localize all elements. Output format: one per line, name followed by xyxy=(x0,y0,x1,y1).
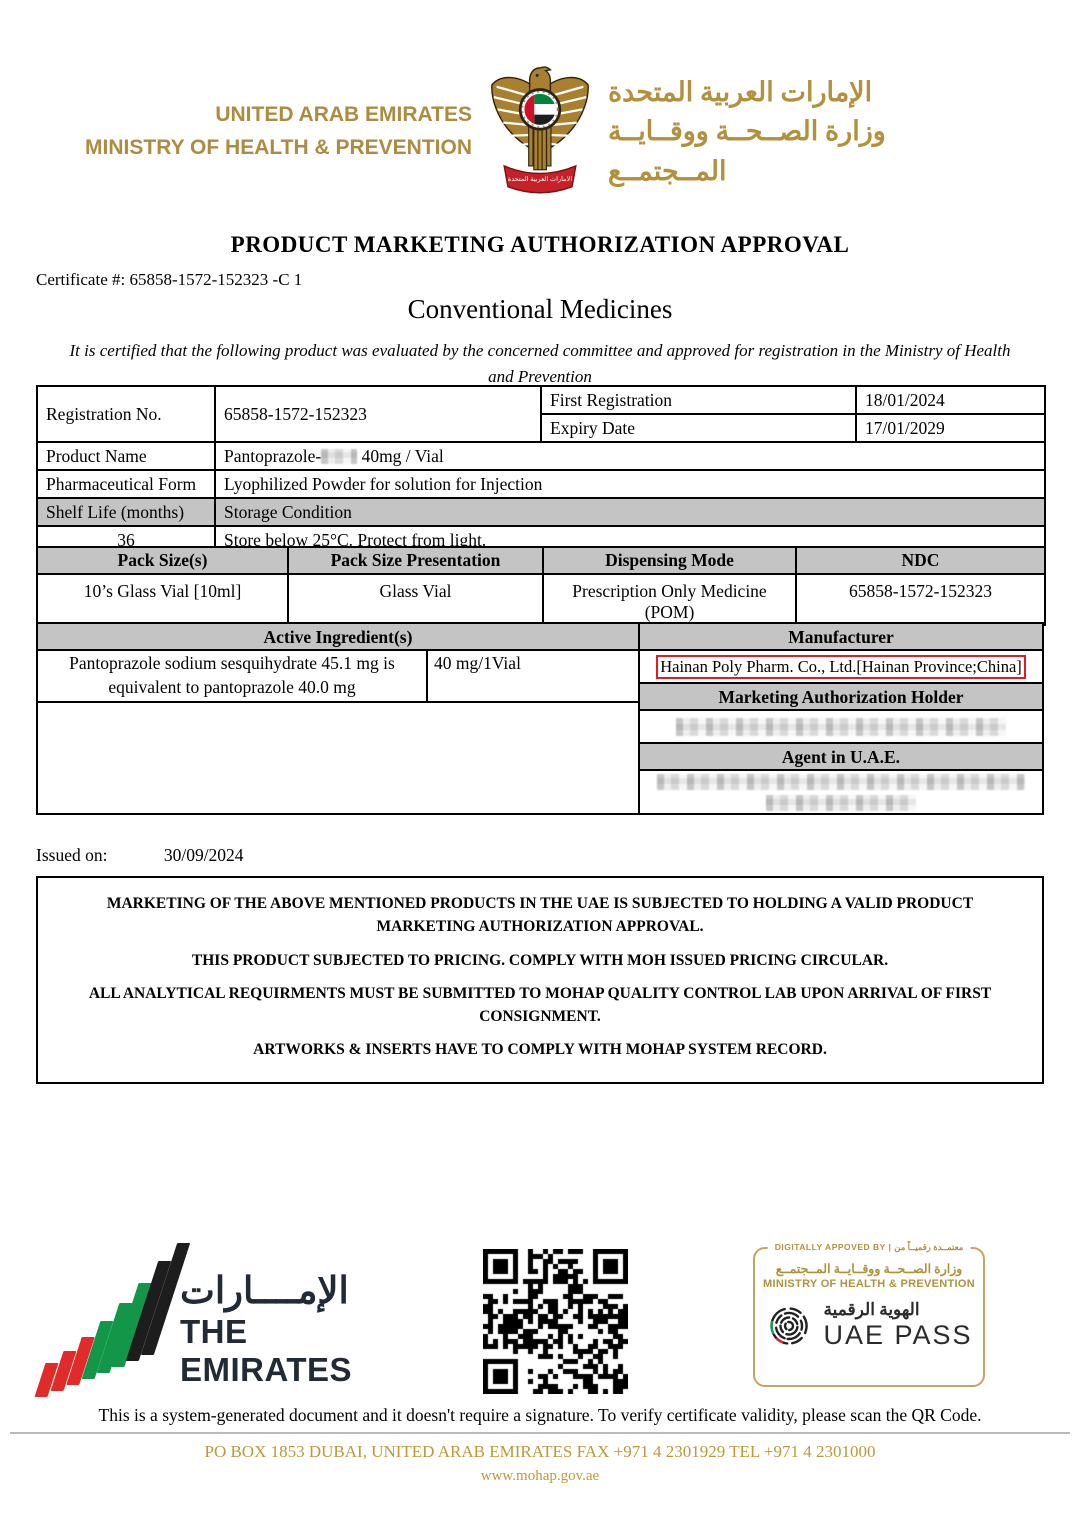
ndc-header: NDC xyxy=(796,547,1045,574)
verification-qr-area xyxy=(483,1249,628,1394)
ministry-header xyxy=(0,66,1080,198)
product-name-label: Product Name xyxy=(37,442,215,470)
agent-redaction-line2 xyxy=(766,795,916,811)
shelf-life-label: Shelf Life (months) xyxy=(37,498,215,526)
emirates-arabic-wordmark: الإمــــارات xyxy=(180,1271,349,1313)
country-name-ar: الإمارات العربية المتحدة xyxy=(608,77,873,108)
ingredient-strength: 40 mg/1Vial xyxy=(434,653,521,673)
approved-by-en: DIGITALLY APPOVED BY xyxy=(774,1242,886,1252)
pack-table xyxy=(36,546,1046,626)
uaepass-ministry-english: MINISTRY OF HEALTH & PREVENTION xyxy=(763,1278,975,1291)
mah-header: Marketing Authorization Holder xyxy=(640,684,1042,711)
manufacturer-header: Manufacturer xyxy=(640,624,1042,651)
presentation-value: Glass Vial xyxy=(288,574,543,625)
label-separator: | xyxy=(888,1242,892,1252)
pharmaceutical-form-label: Pharmaceutical Form xyxy=(37,470,215,498)
ministry-address: PO BOX 1853 DUBAI, UNITED ARAB EMIRATES FAX +971 4 2301929 TEL +971 4 2301000 xyxy=(204,1442,876,1461)
ndc-value: 65858-1572-152323 xyxy=(796,574,1045,625)
agent-value-redacted xyxy=(640,771,1042,813)
system-generated-note: This is a system-generated document and it doesn't require a signature. To verify certificate validity, please scan the QR Code. xyxy=(98,1405,982,1425)
registration-no-value: 65858-1572-152323 xyxy=(215,386,541,442)
notice-analytical: ALL ANALYTICAL REQUIRMENTS MUST BE SUBMITTED TO MOHAP QUALITY CONTROL LAB UPON ARRIVAL OF FIRST CONSIGNMENT. xyxy=(88,984,992,1025)
dispensing-header: Dispensing Mode xyxy=(543,547,796,574)
product-name-value xyxy=(215,442,1045,470)
mah-value-redacted xyxy=(640,711,1042,744)
document-title: PRODUCT MARKETING AUTHORIZATION APPROVAL xyxy=(230,232,850,257)
ingredient-empty-cell xyxy=(38,703,638,813)
notice-artworks: ARTWORKS & INSERTS HAVE TO COMPLY WITH MOHAP SYSTEM RECORD. xyxy=(253,1041,827,1059)
product-name-redaction xyxy=(321,449,357,464)
emblem-banner-text: الامارات العربية المتحدة xyxy=(507,176,573,184)
active-ingredients-section xyxy=(38,624,640,813)
ministry-name-arabic xyxy=(608,73,1010,190)
pack-sizes-value: 10’s Glass Vial [10ml] xyxy=(37,574,288,625)
emirates-english-wordmark: THE EMIRATES xyxy=(180,1313,353,1389)
medicine-category: Conventional Medicines xyxy=(407,294,673,324)
dispensing-value: Prescription Only Medicine (POM) xyxy=(543,574,796,625)
agent-header: Agent in U.A.E. xyxy=(640,744,1042,771)
digitally-approved-label xyxy=(768,1242,971,1253)
fingerprint-icon xyxy=(765,1302,813,1350)
mah-redaction xyxy=(676,718,1006,736)
digital-identity-arabic: الهوية الرقمية xyxy=(823,1300,920,1320)
issued-on-date: 30/09/2024 xyxy=(163,845,244,865)
pack-sizes-header: Pack Size(s) xyxy=(37,547,288,574)
approved-by-ar: معتمــدة رقميــاً من xyxy=(894,1242,964,1252)
manufacturer-name-highlighted: Hainan Poly Pharm. Co., Ltd.[Hainan Province;China] xyxy=(656,655,1026,679)
notices-box xyxy=(36,876,1044,1084)
uae-pass-badge xyxy=(753,1242,985,1387)
ministry-website[interactable]: www.mohap.gov.ae xyxy=(480,1468,600,1484)
qr-code[interactable] xyxy=(483,1249,628,1394)
notice-marketing: MARKETING OF THE ABOVE MENTIONED PRODUCTS IN THE UAE IS SUBJECTED TO HOLDING A VALID PRODUCT MARKETING AUTHORIZATION APPROVAL. xyxy=(106,895,974,936)
storage-condition-value: Store below 25°C. Protect from light. xyxy=(215,526,1045,554)
issued-on-label: Issued on: xyxy=(36,845,108,865)
presentation-header: Pack Size Presentation xyxy=(288,547,543,574)
uaepass-ministry-arabic: وزارة الصــحــة ووقــايــة المــجتمــع xyxy=(775,1262,963,1276)
registration-no-label: Registration No. xyxy=(37,386,215,442)
ministry-name-en: MINISTRY OF HEALTH & PREVENTION xyxy=(85,136,472,159)
emirates-flag-bars-icon xyxy=(40,1239,190,1397)
product-name-suffix: 40mg / Vial xyxy=(361,445,444,466)
registration-table xyxy=(36,385,1046,555)
product-name-prefix: Pantoprazole- xyxy=(224,445,322,466)
expiry-date-value: 17/01/2029 xyxy=(856,414,1045,442)
ingredient-manufacturer-table xyxy=(36,622,1044,815)
notice-pricing: THIS PRODUCT SUBJECTED TO PRICING. COMPLY WITH MOH ISSUED PRICING CIRCULAR. xyxy=(191,951,889,969)
certification-statement: It is certified that the following product was evaluated by the concerned committee and approved for registration in the Ministry of Health and Prevention xyxy=(69,341,1011,386)
expiry-date-label: Expiry Date xyxy=(541,414,856,442)
storage-condition-label: Storage Condition xyxy=(215,498,1045,526)
country-name-en: UNITED ARAB EMIRATES xyxy=(215,103,472,127)
manufacturer-section xyxy=(640,624,1042,813)
ministry-name-english xyxy=(70,99,472,164)
certificate-number: Certificate #: 65858-1572-152323 -C 1 xyxy=(36,270,303,289)
pharmaceutical-form-value: Lyophilized Powder for solution for Injection xyxy=(215,470,1045,498)
uae-falcon-emblem-icon xyxy=(488,66,592,198)
shelf-life-value: 36 xyxy=(37,526,215,554)
active-ingredients-header: Active Ingredient(s) xyxy=(38,624,638,651)
first-registration-label: First Registration xyxy=(541,386,856,414)
the-emirates-logo xyxy=(40,1245,400,1397)
ingredient-text: Pantoprazole sodium sesquihydrate 45.1 mg is equivalent to pantoprazole 40.0 mg xyxy=(38,651,428,701)
uae-pass-wordmark: UAE PASS xyxy=(823,1320,973,1351)
ministry-name-ar: وزارة الصــحــة ووقــايــة المــجتمــع xyxy=(608,116,886,186)
first-registration-date: 18/01/2024 xyxy=(856,386,1045,414)
issued-on-row xyxy=(36,845,244,866)
agent-redaction-line1 xyxy=(657,774,1025,790)
footer-divider xyxy=(10,1432,1070,1434)
